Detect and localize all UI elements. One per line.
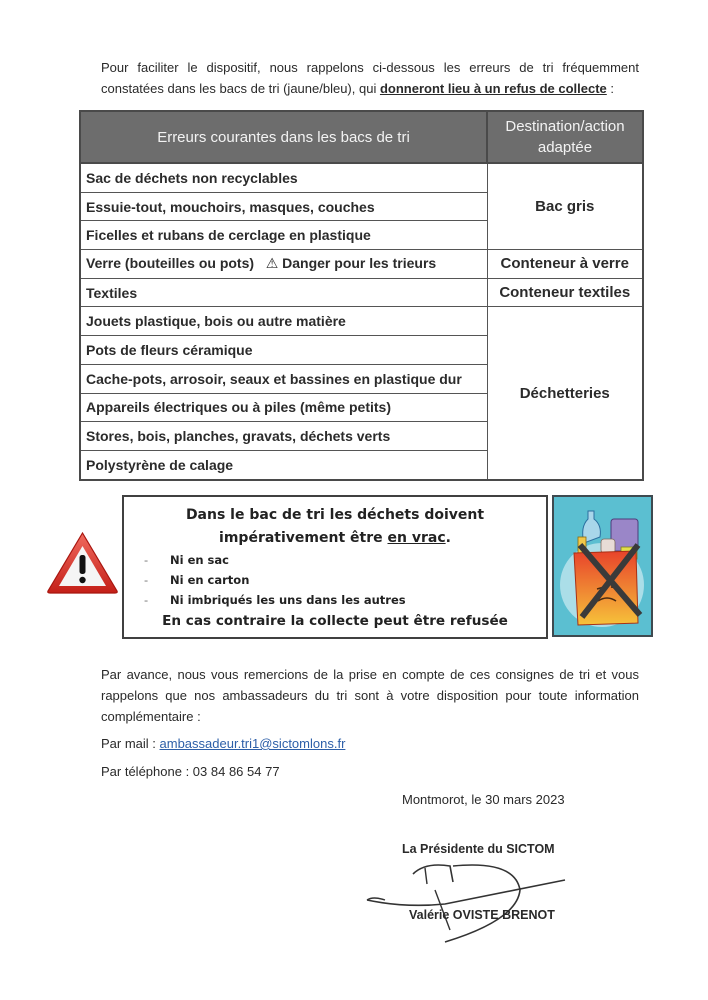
error-item: Cache-pots, arrosoir, seaux et bassines en plastique dur — [80, 364, 487, 393]
signatory-name: Valérie OVISTE BRENOT — [409, 908, 555, 922]
warning-triangle-icon — [45, 530, 120, 595]
error-item: Stores, bois, planches, gravats, déchets verts — [80, 422, 487, 451]
destination-cell: Conteneur à verre — [487, 250, 643, 279]
error-item: Sac de déchets non recyclables — [80, 163, 487, 192]
error-item: Appareils électriques ou à piles (même petits) — [80, 393, 487, 422]
notice-en-vrac: en vrac — [387, 530, 446, 546]
error-item: Textiles — [80, 278, 487, 307]
intro-text-end: : — [606, 81, 615, 96]
notice-bullet — [144, 573, 249, 587]
error-item: Essuie-tout, mouchoirs, masques, couches — [80, 192, 487, 221]
phone-label: Par téléphone : — [101, 764, 193, 779]
contact-mail — [101, 736, 345, 751]
destination-cell: Conteneur textiles — [487, 278, 643, 307]
error-item: Pots de fleurs céramique — [80, 336, 487, 365]
table-header-row — [80, 111, 643, 163]
notice-bullet — [144, 553, 229, 567]
error-item: Ficelles et rubans de cerclage en plastique — [80, 221, 487, 250]
bullet-dash: - — [144, 553, 149, 567]
error-item: Jouets plastique, bois ou autre matière — [80, 307, 487, 336]
notice-line-1: Dans le bac de tri les déchets doivent — [185, 507, 485, 523]
no-bagged-waste-illustration — [552, 495, 653, 637]
phone-number: 03 84 86 54 77 — [192, 764, 280, 779]
header-errors: Erreurs courantes dans les bacs de tri — [80, 111, 487, 163]
bullet-text: Ni en sac — [170, 553, 229, 567]
bulk-waste-notice — [122, 495, 548, 639]
table-row — [80, 307, 643, 336]
place-date: Montmorot, le 30 mars 2023 — [402, 792, 565, 807]
mail-label: Par mail : — [101, 736, 160, 751]
signatory-title: La Présidente du SICTOM — [402, 842, 555, 856]
table-row — [80, 278, 643, 307]
notice-line-2 — [124, 530, 546, 546]
destination-cell: Bac gris — [487, 163, 643, 250]
bullet-dash: - — [144, 593, 149, 607]
contact-phone — [101, 764, 280, 779]
intro-text: Pour faciliter le dispositif, nous rappelons ci-dessous les erreurs de tri fréquemment constatées dans les bacs de tri (jaune/bleu), qui — [101, 60, 639, 96]
notice-line-2-end: . — [445, 530, 451, 546]
sorting-errors-table — [79, 110, 644, 481]
table-row — [80, 163, 643, 192]
bullet-dash: - — [144, 573, 149, 587]
bullet-text: Ni imbriqués les uns dans les autres — [170, 593, 406, 607]
error-item: Polystyrène de calage — [80, 450, 487, 479]
intro-paragraph — [101, 57, 639, 99]
notice-bullet — [144, 593, 406, 607]
notice-line-2-text: impérativement être — [219, 530, 388, 546]
closing-paragraph: Par avance, nous vous remercions de la prise en compte de ces consignes de tri et vous rappelons que nos ambassadeurs du tri sont à votre disposition pour toute information complémentaire : — [101, 667, 639, 724]
error-item: Verre (bouteilles ou pots) ⚠ Danger pour les trieurs — [80, 250, 487, 279]
header-destination: Destination/action adaptée — [487, 111, 643, 163]
intro-emphasis: donneront lieu à un refus de collecte — [379, 81, 607, 96]
table-row — [80, 250, 643, 279]
signature-scrawl — [365, 860, 570, 945]
mail-link[interactable]: ambassadeur.tri1@sictomlons.fr — [159, 736, 346, 751]
bullet-text: Ni en carton — [170, 573, 250, 587]
destination-cell: Déchetteries — [487, 307, 643, 480]
crossed-bag-icon — [554, 497, 651, 635]
notice-conclusion: En cas contraire la collecte peut être refusée — [162, 613, 508, 629]
